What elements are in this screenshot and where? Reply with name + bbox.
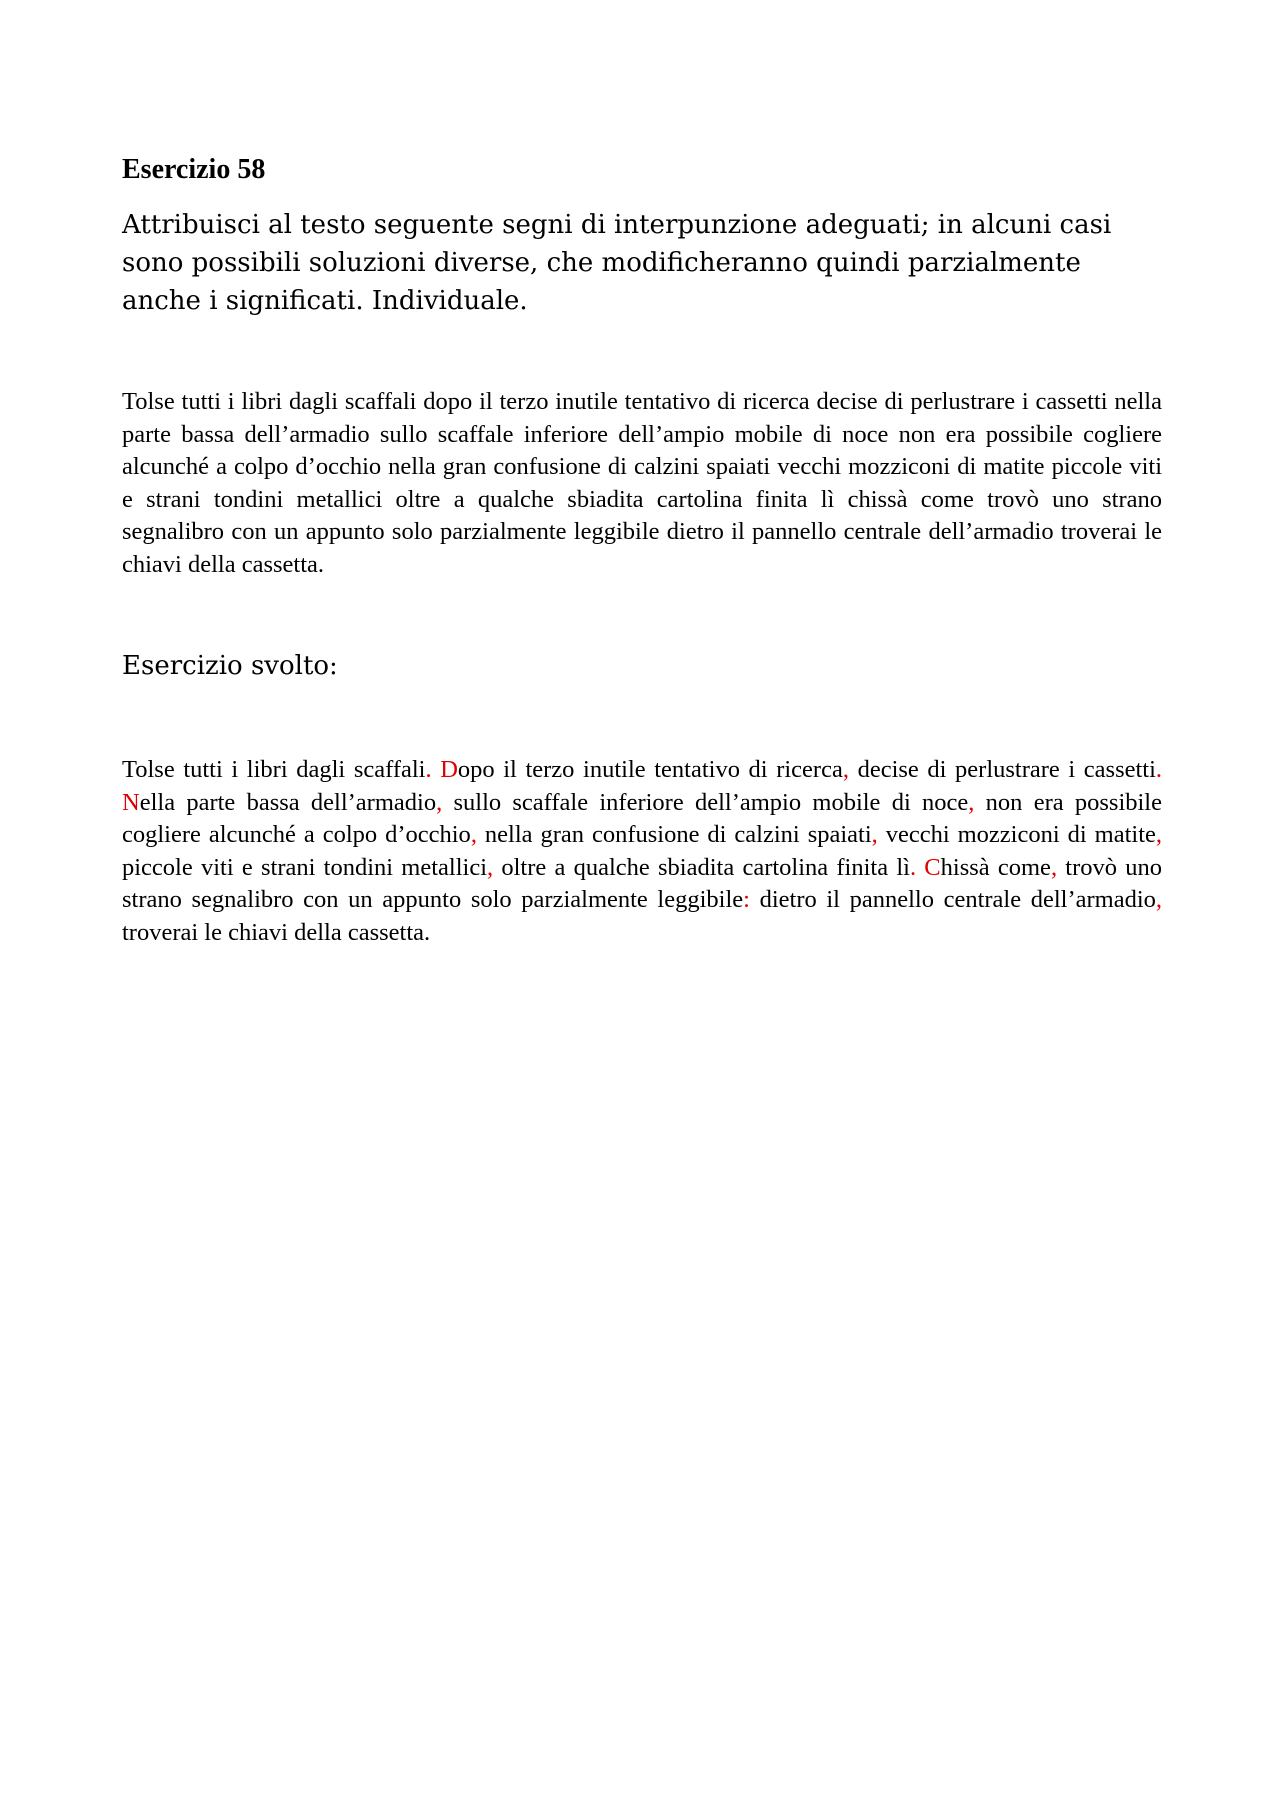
solution-text-segment: hissà come: [940, 853, 1051, 881]
solution-text-segment: opo il terzo inutile tentativo di ricerca: [457, 756, 843, 783]
correction-mark: N: [122, 788, 140, 816]
correction-mark: ,: [1155, 821, 1163, 848]
correction-mark: ,: [487, 853, 494, 881]
solution-text-segment: nella gran confusione di calzini spaiati: [476, 821, 872, 848]
solution-text-segment: ella parte bassa dell’armadio: [139, 788, 437, 816]
correction-mark: ,: [436, 788, 443, 816]
correction-mark: :: [743, 886, 750, 913]
solution-text-segment: trovò uno strano segnalibro con un appunto solo parzialmente leggibile: [122, 853, 1162, 913]
correction-mark: .: [909, 853, 917, 881]
solution-label: Esercizio svolto:: [122, 651, 338, 681]
correction-mark: ,: [871, 821, 878, 848]
exercise-instructions: Attribuisci al testo seguente segni di interpunzione adeguati; in alcuni casi sono possibili soluzioni diverse, che modificheranno quindi parzialmente anche i significati. Individuale.: [122, 210, 1112, 316]
solution-text-segment: non era possibile cogliere alcunché a colpo d’occhio: [122, 788, 1162, 848]
correction-mark: ,: [470, 821, 477, 848]
solution-text-segment: piccole viti e strani tondini metallici: [122, 853, 488, 881]
correction-mark: D: [440, 756, 458, 783]
exercise-text: Tolse tutti i libri dagli scaffali dopo il terzo inutile tentativo di ricerca decise di perlustrare i cassetti nella parte bassa dell’armadio sullo scaffale inferiore dell’ampio mobile di noce non era possibile cogliere alcunché a colpo d’occhio nella gran confusione di calzini spaiati vecchi mozziconi di matite piccole viti e strani tondini metallici oltre a qualche sbiadita cartolina finita lì chissà come trovò uno strano segnalibro con un appunto solo parzialmente leggibile dietro il pannello centrale dell’armadio troverai le chiavi della cassetta.: [122, 388, 1162, 578]
correction-mark: .: [425, 756, 432, 783]
solution-text: [122, 754, 1162, 949]
correction-mark: ,: [1050, 853, 1058, 881]
solution-text-segment: decise di perlustrare i cassetti: [848, 756, 1156, 783]
solution-text-segment: troverai le chiavi della cassetta.: [122, 918, 431, 946]
correction-mark: ,: [842, 756, 849, 783]
solution-text-segment: vecchi mozziconi di matite: [877, 821, 1156, 848]
correction-mark: .: [1155, 756, 1163, 783]
solution-text-segment: oltre a qualche sbiadita cartolina finita lì: [493, 853, 910, 881]
solution-text-segment: [432, 756, 441, 783]
correction-mark: ,: [968, 788, 975, 816]
correction-mark: ,: [1155, 886, 1163, 913]
solution-text-segment: Tolse tutti i libri dagli scaffali: [122, 756, 426, 783]
exercise-title: Esercizio 58: [122, 154, 266, 185]
correction-mark: C: [924, 853, 941, 881]
solution-text-segment: sullo scaffale inferiore dell’ampio mobile di noce: [442, 788, 969, 816]
solution-text-segment: dietro il pannello centrale dell’armadio: [749, 886, 1156, 913]
